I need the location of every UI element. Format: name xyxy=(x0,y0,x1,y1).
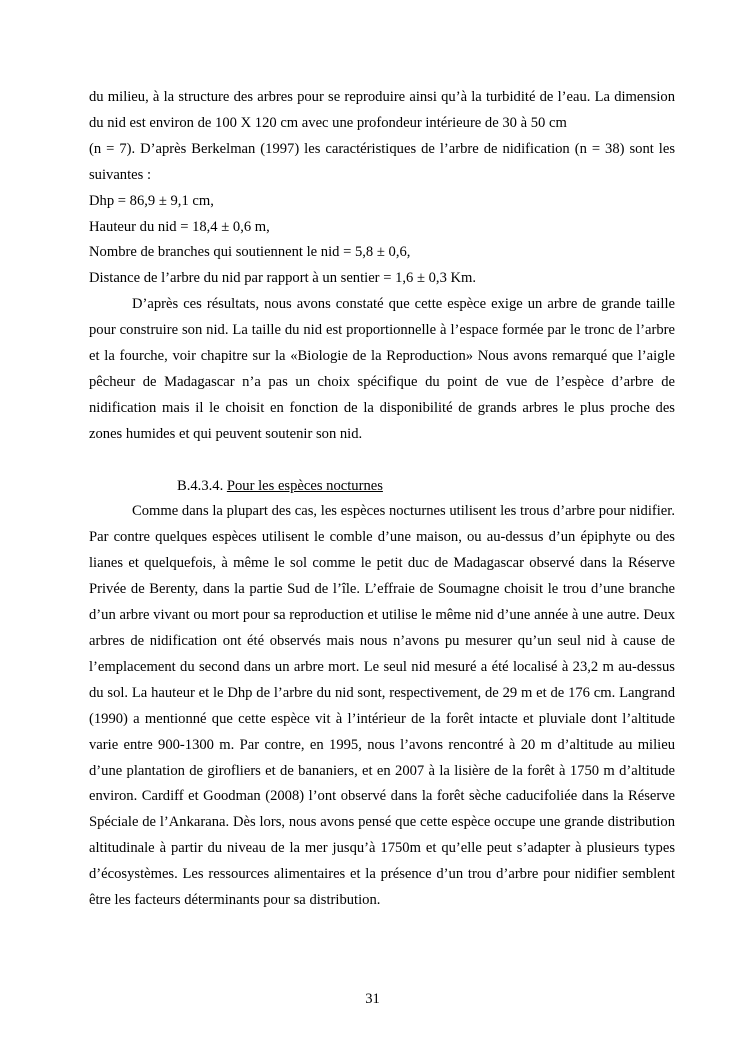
section-heading xyxy=(89,474,675,500)
paragraph-nest-dimensions: du milieu, à la structure des arbres pour se reproduire ainsi qu’à la turbidité de l’eau. La dimension du nid est environ de 100 X 120 cm avec une profondeur intérieure de 30 à 50 cm xyxy=(89,89,675,131)
section-number: B.4.3.4. xyxy=(177,477,224,494)
measure-trail-distance: Distance de l’arbre du nid par rapport à un sentier = 1,6 ± 0,3 Km. xyxy=(89,270,477,287)
measure-dhp: Dhp = 86,9 ± 9,1 cm, xyxy=(89,192,214,209)
blank-line xyxy=(89,448,675,474)
measure-branch-count: Nombre de branches qui soutiennent le nid = 5,8 ± 0,6, xyxy=(89,244,411,261)
section-title: Pour les espèces nocturnes xyxy=(226,477,383,494)
paragraph-berkelman-intro: (n = 7). D’après Berkelman (1997) les caractéristiques de l’arbre de nidification (n = 38) sont les suivantes : xyxy=(89,140,675,183)
paragraph-results: D’après ces résultats, nous avons constaté que cette espèce exige un arbre de grande taille pour construire son nid. La taille du nid est proportionnelle à l’espace formée par le tronc de l’arbre et la fourche, voir chapitre sur la «Biologie de la Reproduction» Nous avons remarqué que l’aigle pêcheur de Madagascar n’a pas un choix spécifique du point de vue de l’espèce d’arbre de nidification mais il le choisit en fonction de la disponibilité de grands arbres le plus proche des zones humides et qui peuvent soutenir son nid. xyxy=(89,296,675,442)
paragraph-nocturnal-species: Comme dans la plupart des cas, les espèces nocturnes utilisent les trous d’arbre pour nidifier. Par contre quelques espèces utilisent le comble d’une maison, ou au-dessus d’un épiphyte ou des lianes et quelquefois, à même le sol comme le petit duc de Madagascar observé dans la Réserve Privée de Berenty, dans la partie Sud de l’île. L’effraie de Soumagne choisit le trou d’une branche d’un arbre vivant ou mort pour sa reproduction et utilise le même nid d’une année à une autre. Deux arbres de nidification ont été observés mais nous n’avons pu mesurer qu’un seul nid à cause de l’emplacement du second dans un arbre mort. Le seul nid mesuré a été localisé à 23,2 m au-dessus du sol. La hauteur et le Dhp de l’arbre du nid sont, respectivement, de 29 m et de 176 cm. Langrand (1990) a mentionné que cette espèce vit à l’intérieur de la forêt intacte et pluviale dont l’altitude varie entre 900-1300 m. Par contre, en 1995, nous l’avons rencontré à 20 m d’altitude au milieu d’une plantation de girofliers et de bananiers, et en 2007 à la lisière de la forêt à 1750 m d’altitude environ. Cardiff et Goodman (2008) l’ont observé dans la forêt sèche caducifoliée dans la Réserve Spéciale de l’Ankarana. Dès lors, nous avons pensé que cette espèce occupe une grande distribution altitudinale à partir du niveau de la mer jusqu’à 1750m et qu’elle peut s’adapter à plusieurs types d’écosystèmes. Les ressources alimentaires et la présence d’un trou d’arbre pour nidifier semblent être les facteurs déterminants pour sa distribution. xyxy=(89,503,675,909)
page-number: 31 xyxy=(365,991,380,1007)
page-body xyxy=(89,85,675,914)
measure-nest-height: Hauteur du nid = 18,4 ± 0,6 m, xyxy=(89,218,270,235)
